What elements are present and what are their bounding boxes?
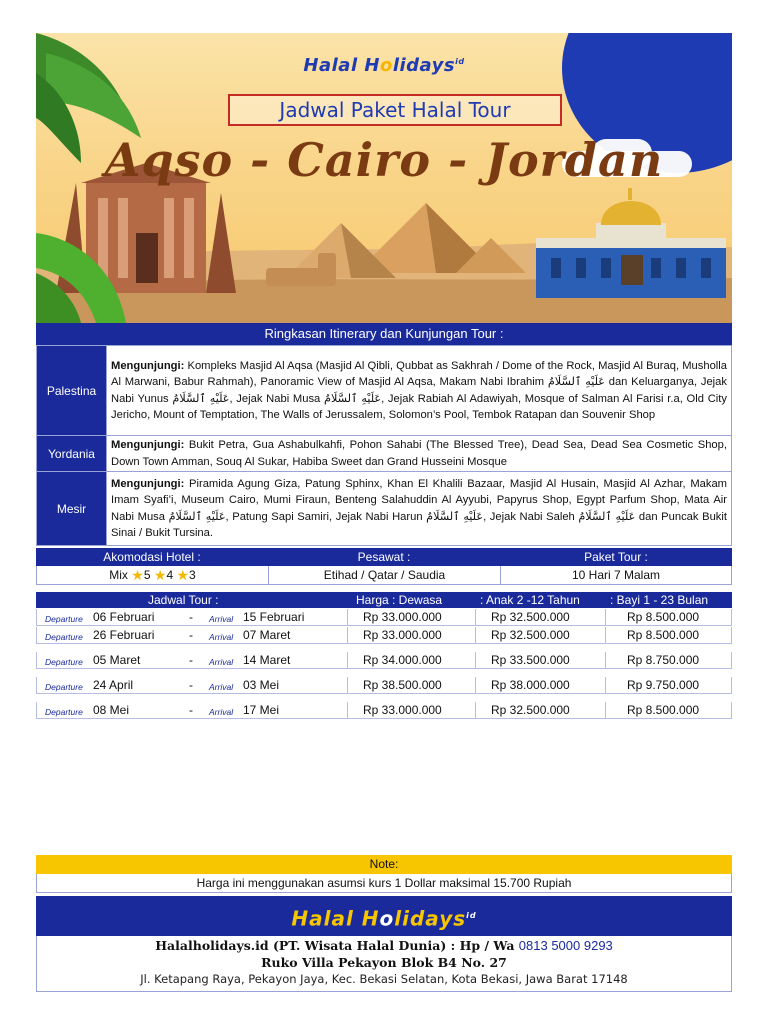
price-infant: Rp 8.750.000 bbox=[627, 653, 700, 667]
itinerary-row bbox=[37, 346, 732, 436]
price-adult: Rp 38.500.000 bbox=[363, 678, 442, 692]
col-infant: : Bayi 1 - 23 Bulan bbox=[610, 593, 709, 607]
price-adult: Rp 33.000.000 bbox=[363, 628, 442, 642]
hotel-value bbox=[36, 566, 268, 584]
itinerary-table bbox=[36, 345, 732, 546]
date-separator: - bbox=[189, 703, 193, 717]
star-icon: ★ bbox=[176, 567, 190, 583]
footer-company: Halalholidays.id (PT. Wisata Halal Dunia) : Hp / Wa bbox=[155, 938, 519, 953]
schedule-row bbox=[36, 609, 732, 626]
departure-label: Departure bbox=[45, 614, 83, 624]
arrival-date: 07 Maret bbox=[243, 628, 291, 642]
price-child: Rp 32.500.000 bbox=[491, 628, 570, 642]
schedule-header bbox=[36, 592, 732, 608]
star-icon: ★ bbox=[131, 567, 144, 583]
itinerary-text: Kompleks Masjid Al Aqsa (Masjid Al Qibli, Qubbat as Sakhrah / Dome of the Rock, Masjid Al Buraq, Musholla Al Marwani, Babur Rahmah), Panoramic View of Masjid Al Aqsa, Makam Nabi Ibrahim عَلَيْهِ ٱلسَّلَامُ dan Keluarganya, Jejak Nabi Yunus عَلَيْهِ ٱلسَّلَامُ, Jejak Nabi Musa عَلَيْهِ ٱلسَّلَامُ, Jejak Rabiah Al Adawiyah, Mosque of Salman Al Farisi r.a, Old City Jericho, Mount of Temptation, The Walls of Jerussalem, Solomon’s Pool, Tembok Ratapan dan Souvenir Shop bbox=[111, 360, 727, 421]
footer-company-line bbox=[37, 937, 731, 954]
brand-text: Halal H bbox=[303, 55, 380, 76]
departure-date: 05 Maret bbox=[93, 653, 141, 667]
hotel-star-count: 3 bbox=[189, 568, 196, 582]
itinerary-country: Palestina bbox=[37, 346, 107, 436]
footer-address: Jl. Ketapang Raya, Pekayon Jaya, Kec. Bekasi Selatan, Kota Bekasi, Jawa Barat 17148 bbox=[140, 972, 628, 986]
itinerary-description bbox=[107, 346, 732, 436]
date-separator: - bbox=[189, 628, 193, 642]
departure-label: Departure bbox=[45, 657, 83, 667]
itinerary-country: Yordania bbox=[37, 436, 107, 472]
package-label: Paket Tour : bbox=[584, 550, 648, 564]
arrival-date: 14 Maret bbox=[243, 653, 291, 667]
price-adult: Rp 33.000.000 bbox=[363, 703, 442, 717]
arrival-date: 17 Mei bbox=[243, 703, 280, 717]
brand-badge: id bbox=[466, 911, 477, 920]
brand-text: Halal H bbox=[291, 906, 380, 931]
page-title: Aqso - Cairo - Jordan bbox=[104, 133, 664, 187]
arrival-label: Arrival bbox=[209, 632, 234, 642]
note-heading: Note: bbox=[36, 855, 732, 874]
departure-label: Departure bbox=[45, 707, 83, 717]
itinerary-row bbox=[37, 436, 732, 472]
departure-date: 06 Februari bbox=[93, 610, 155, 624]
brand-text-accent: o bbox=[379, 906, 395, 931]
date-separator: - bbox=[189, 678, 193, 692]
hotel-mix: Mix bbox=[109, 568, 128, 582]
brand-text: lidays bbox=[394, 906, 467, 931]
price-infant: Rp 8.500.000 bbox=[627, 703, 700, 717]
itinerary-label: Mengunjungi: bbox=[111, 478, 185, 491]
brand-text-accent: o bbox=[379, 55, 393, 76]
col-adult: Harga : Dewasa bbox=[356, 593, 443, 607]
brand-text: lidays bbox=[392, 55, 456, 76]
itinerary-description bbox=[107, 472, 732, 546]
price-adult: Rp 33.000.000 bbox=[363, 610, 442, 624]
price-adult: Rp 34.000.000 bbox=[363, 653, 442, 667]
itinerary-heading: Ringkasan Itinerary dan Kunjungan Tour : bbox=[36, 323, 732, 345]
schedule-row bbox=[36, 652, 732, 669]
footer-office: Ruko Villa Pekayon Blok B4 No. 27 bbox=[261, 955, 507, 970]
hero-banner bbox=[36, 33, 732, 323]
arrival-label: Arrival bbox=[209, 707, 234, 717]
departure-date: 24 April bbox=[93, 678, 134, 692]
flight-label: Pesawat : bbox=[357, 550, 411, 564]
schedule-row bbox=[36, 677, 732, 694]
footer-brand-logo bbox=[36, 896, 732, 936]
itinerary-label: Mengunjungi: bbox=[111, 360, 185, 373]
departure-label: Departure bbox=[45, 682, 83, 692]
price-infant: Rp 8.500.000 bbox=[627, 610, 700, 624]
itinerary-text: Piramida Agung Giza, Patung Sphinx, Khan El Khalili Bazaar, Masjid Al Husain, Masjid Al Azhar, Makam Imam Syafi’i, Museum Cairo, Mumi Firaun, Benteng Salahuddin Al Ayyubi, Papyrus Shop, Egypt Parfum Shop, Mata Air Nabi Musa عَلَيْهِ ٱلسَّلَامُ, Patung Sapi Samiri, Jejak Nabi Harun عَلَيْهِ ٱلسَّلَامُ, Jejak Nabi Saleh عَلَيْهِ ٱلسَّلَامُ dan Puncak Bukit Sinai / Bukit Tursina. bbox=[111, 478, 727, 539]
star-icon: ★ bbox=[153, 567, 167, 583]
price-child: Rp 38.000.000 bbox=[491, 678, 570, 692]
brand-badge: id bbox=[455, 57, 465, 66]
price-infant: Rp 8.500.000 bbox=[627, 628, 700, 642]
arrival-date: 15 Februari bbox=[243, 610, 305, 624]
departure-date: 08 Mei bbox=[93, 703, 130, 717]
price-child: Rp 32.500.000 bbox=[491, 703, 570, 717]
arrival-label: Arrival bbox=[209, 657, 234, 667]
schedule-row bbox=[36, 702, 732, 719]
hotel-label: Akomodasi Hotel : bbox=[103, 550, 201, 564]
hotel-star-count: 4 bbox=[166, 568, 174, 582]
itinerary-row bbox=[37, 472, 732, 546]
itinerary-country: Mesir bbox=[37, 472, 107, 546]
arrival-label: Arrival bbox=[209, 682, 234, 692]
itinerary-text: Bukit Petra, Gua Ashabulkahfi, Pohon Sahabi (The Blessed Tree), Dead Sea, Dead Sea Cosmetic Shop, Down Town Amman, Souq Al Sukar, Habiba Sweet dan Grand Husseini Mosque bbox=[111, 439, 727, 468]
price-child: Rp 33.500.000 bbox=[491, 653, 570, 667]
itinerary-description bbox=[107, 436, 732, 472]
arrival-label: Arrival bbox=[209, 614, 234, 624]
col-child: : Anak 2 -12 Tahun bbox=[480, 593, 580, 607]
col-tour: Jadwal Tour : bbox=[148, 593, 219, 607]
date-separator: - bbox=[189, 653, 193, 667]
footer-contact bbox=[36, 936, 732, 992]
info-values bbox=[36, 566, 732, 585]
departure-label: Departure bbox=[45, 632, 83, 642]
arrival-date: 03 Mei bbox=[243, 678, 280, 692]
price-child: Rp 32.500.000 bbox=[491, 610, 570, 624]
schedule-row bbox=[36, 627, 732, 644]
departure-date: 26 Februari bbox=[93, 628, 155, 642]
flight-value: Etihad / Qatar / Saudia bbox=[268, 566, 500, 584]
note-text: Harga ini menggunakan asumsi kurs 1 Dollar maksimal 15.700 Rupiah bbox=[36, 874, 732, 893]
price-infant: Rp 9.750.000 bbox=[627, 678, 700, 692]
itinerary-label: Mengunjungi: bbox=[111, 439, 185, 452]
date-separator: - bbox=[189, 610, 193, 624]
info-header bbox=[36, 548, 732, 566]
brand-logo bbox=[36, 55, 732, 76]
footer-phone[interactable]: 0813 5000 9293 bbox=[518, 938, 613, 953]
page-subtitle: Jadwal Paket Halal Tour bbox=[228, 94, 562, 126]
hotel-star-count: 5 bbox=[143, 568, 151, 582]
package-value: 10 Hari 7 Malam bbox=[500, 566, 732, 584]
dome-of-the-rock-icon bbox=[536, 188, 726, 298]
